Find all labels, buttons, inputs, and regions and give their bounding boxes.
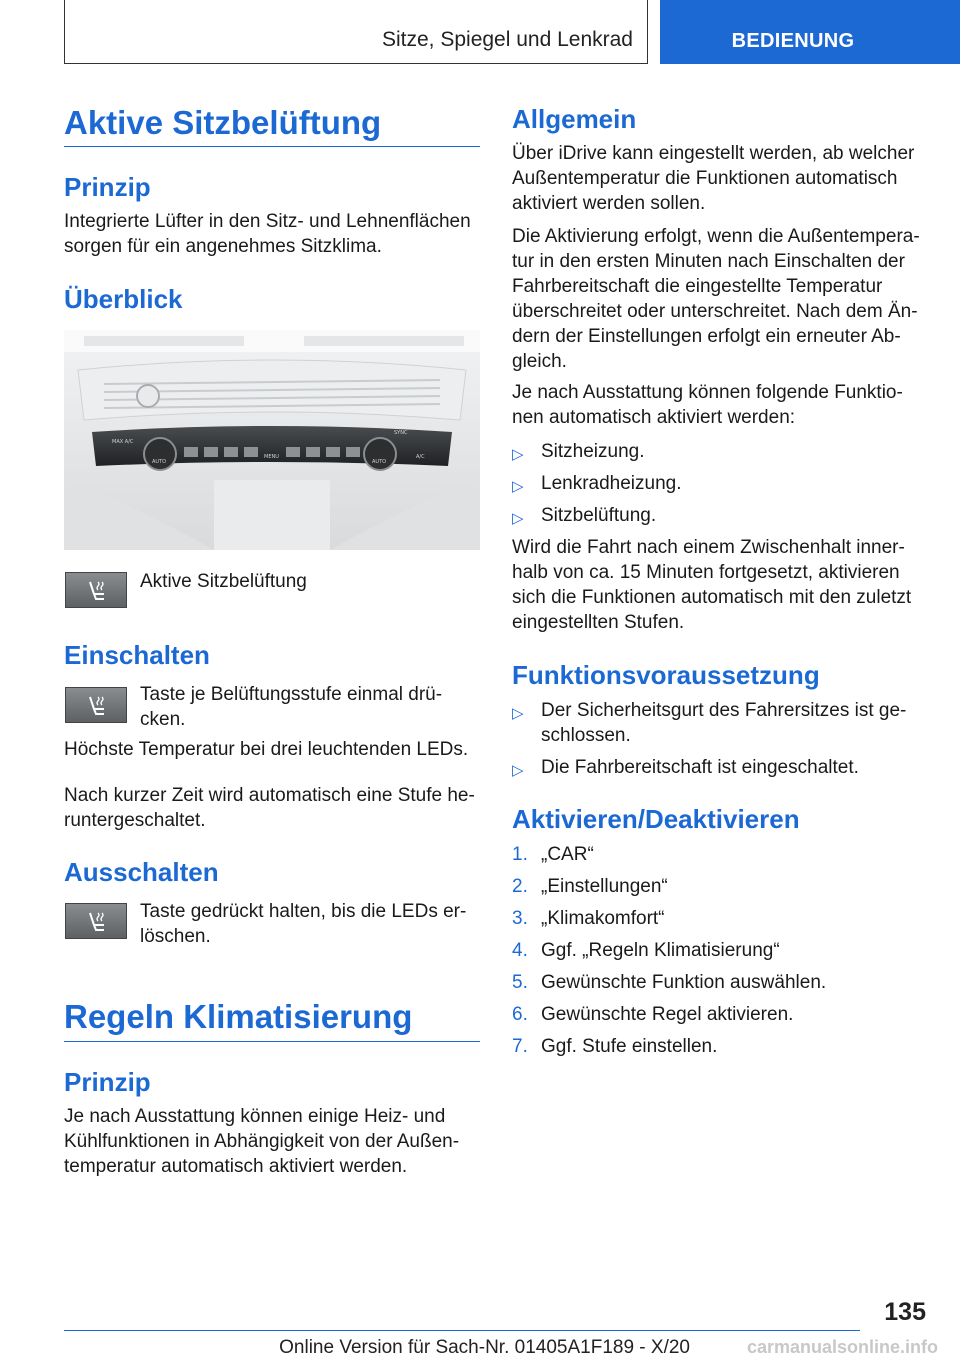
paragraph: Je nach Ausstattung können einige Heiz- und Kühlfunktionen in Abhängigkeit von der Außen- temperatur automatisch aktiviert werden.	[64, 1106, 460, 1177]
bullet-triangle-icon: ▷	[512, 446, 524, 463]
step-text: „CAR“	[541, 844, 594, 865]
paragraph: Je nach Ausstattung können folgende Funktio- nen automatisch aktiviert werden:	[512, 382, 903, 428]
step-text: Ggf. „Regeln Klimatisierung“	[541, 940, 780, 961]
step-number: 1.	[512, 844, 528, 865]
climate-panel-photo	[64, 330, 480, 550]
step-text: Ggf. Stufe einstellen.	[541, 1036, 718, 1057]
heading-rule	[64, 1041, 480, 1042]
step-text: „Klimakomfort“	[541, 908, 665, 929]
heading-regeln-klimatisierung: Regeln Klimatisierung	[64, 998, 413, 1035]
paragraph: Über iDrive kann eingestellt werden, ab welcher Außentemperatur die Funktionen automatisch aktiviert werden sollen.	[512, 143, 915, 214]
heading-aktive-sitzbelueftung: Aktive Sitzbelüftung	[64, 104, 382, 141]
bullet-triangle-icon: ▷	[512, 510, 524, 527]
seat-ventilation-icon	[65, 903, 127, 939]
paragraph: Wird die Fahrt nach einem Zwischenhalt inner- halb von ca. 15 Minuten fortgesetzt, aktivieren sich die Funktionen automatisch mit den zuletzt eingestellten Stufen.	[512, 537, 912, 633]
step-text: Gewünschte Regel aktivieren.	[541, 1004, 794, 1025]
panel-button-label: AUTO	[152, 459, 167, 465]
step-number: 4.	[512, 940, 528, 961]
page-number: 135	[884, 1298, 926, 1326]
subheading-ueberblick: Überblick	[64, 284, 183, 314]
subheading-einschalten: Einschalten	[64, 640, 210, 670]
step-number: 2.	[512, 876, 528, 897]
list-item: ▷ Der Sicherheitsgurt des Fahrersitzes ist ge- schlossen.	[512, 700, 907, 746]
panel-button-label: SYNC	[394, 430, 408, 436]
panel-button-label: AUTO	[372, 459, 387, 465]
icon-instruction: Taste gedrückt halten, bis die LEDs er- löschen.	[140, 901, 467, 947]
step-text: Gewünschte Funktion auswählen.	[541, 972, 827, 993]
chapter-tab	[660, 0, 960, 64]
panel-button-label: MAX A/C	[112, 439, 134, 445]
online-version-note: Online Version für Sach-Nr. 01405A1F189 - X/20	[279, 1337, 690, 1358]
chapter-tab-label: BEDIENUNG	[731, 30, 855, 52]
subheading-ausschalten: Ausschalten	[64, 857, 219, 887]
subheading-prinzip: Prinzip	[64, 172, 151, 202]
bullet-triangle-icon: ▷	[512, 762, 524, 779]
heading-rule	[64, 146, 480, 147]
seat-ventilation-icon	[65, 687, 127, 723]
bullet-triangle-icon: ▷	[512, 705, 524, 722]
section-title: Sitze, Spiegel und Lenkrad	[381, 28, 633, 51]
watermark: carmanualsonline.info	[746, 1337, 938, 1357]
panel-button-label: MENU	[264, 454, 279, 460]
paragraph: Höchste Temperatur bei drei leuchtenden LEDs.	[64, 739, 469, 760]
panel-button-label: A/C	[416, 454, 425, 460]
climate-panel-illustration	[64, 330, 480, 550]
step-number: 3.	[512, 908, 528, 929]
step-number: 7.	[512, 1036, 528, 1057]
paragraph: Die Aktivierung erfolgt, wenn die Außentempera- tur in den ersten Minuten nach Einschalten der Fahrbereitschaft die eingestellte Temperatur überschreitet oder unterschreitet. Nach dem Än- dern der Einstellungen erfolgt ein erneuter Ab- gleich.	[512, 226, 920, 372]
step-number: 6.	[512, 1004, 528, 1025]
subheading-funktionsvoraussetzung: Funktionsvoraussetzung	[512, 660, 820, 690]
icon-instruction: Taste je Belüftungsstufe einmal drü- cken.	[140, 684, 443, 730]
subheading-aktivieren-deaktivieren: Aktivieren/Deaktivieren	[512, 804, 800, 834]
subheading-allgemein: Allgemein	[512, 104, 637, 134]
step-text: „Einstellungen“	[541, 876, 668, 897]
subheading-prinzip: Prinzip	[64, 1067, 151, 1097]
step-number: 5.	[512, 972, 528, 993]
footer-rule	[64, 1330, 860, 1331]
icon-caption: Aktive Sitzbelüftung	[140, 571, 307, 592]
header-frame	[64, 0, 648, 64]
paragraph: Nach kurzer Zeit wird automatisch eine Stufe he- runtergeschaltet.	[64, 785, 475, 831]
bullet-triangle-icon: ▷	[512, 478, 524, 495]
paragraph: Integrierte Lüfter in den Sitz- und Lehnenflächen sorgen für ein angenehmes Sitzklima.	[64, 211, 471, 257]
seat-ventilation-icon	[65, 572, 127, 608]
